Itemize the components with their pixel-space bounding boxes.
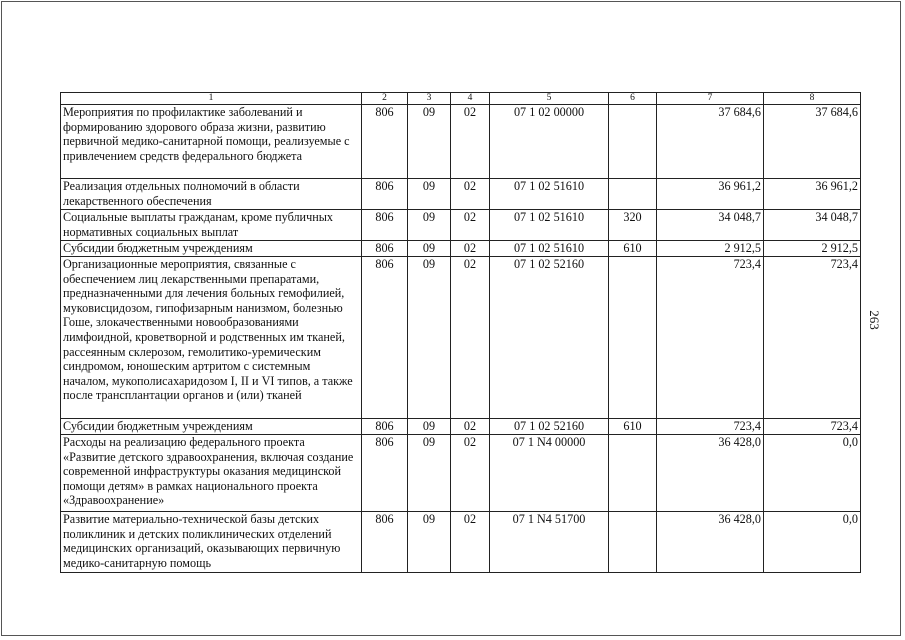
cell-target-code: 07 1 02 51610: [490, 179, 609, 210]
cell-amount-7: 723,4: [657, 257, 764, 419]
cell-amount-8: 34 048,7: [764, 210, 861, 241]
table-row: [61, 105, 861, 179]
cell-subsection: 02: [451, 210, 490, 241]
cell-amount-8: 723,4: [764, 419, 861, 435]
column-header: 5: [490, 93, 609, 105]
table-row: [61, 179, 861, 210]
cell-section: 09: [408, 210, 451, 241]
cell-section: 09: [408, 241, 451, 257]
cell-ministry-code: 806: [362, 241, 408, 257]
cell-expense-type: [609, 257, 657, 419]
cell-target-code: 07 1 02 52160: [490, 419, 609, 435]
cell-ministry-code: 806: [362, 105, 408, 179]
cell-section: 09: [408, 435, 451, 512]
cell-amount-7: 36 961,2: [657, 179, 764, 210]
table-row: [61, 210, 861, 241]
cell-amount-8: 0,0: [764, 435, 861, 512]
column-header: 1: [61, 93, 362, 105]
table-row: [61, 512, 861, 573]
cell-ministry-code: 806: [362, 257, 408, 419]
row-name: Социальные выплаты гражданам, кроме публичных нормативных социальных выплат: [61, 210, 362, 241]
cell-amount-7: 723,4: [657, 419, 764, 435]
cell-expense-type: 610: [609, 241, 657, 257]
column-header: 8: [764, 93, 861, 105]
table-row: [61, 257, 861, 419]
cell-amount-7: 36 428,0: [657, 512, 764, 573]
table-row: [61, 419, 861, 435]
cell-expense-type: 610: [609, 419, 657, 435]
cell-target-code: 07 1 N4 00000: [490, 435, 609, 512]
cell-section: 09: [408, 419, 451, 435]
cell-amount-7: 2 912,5: [657, 241, 764, 257]
cell-amount-8: 37 684,6: [764, 105, 861, 179]
cell-amount-7: 34 048,7: [657, 210, 764, 241]
column-header: 6: [609, 93, 657, 105]
cell-ministry-code: 806: [362, 512, 408, 573]
row-name: Субсидии бюджетным учреждениям: [61, 419, 362, 435]
cell-subsection: 02: [451, 241, 490, 257]
cell-target-code: 07 1 02 51610: [490, 210, 609, 241]
cell-subsection: 02: [451, 512, 490, 573]
cell-expense-type: 320: [609, 210, 657, 241]
table-row: [61, 241, 861, 257]
cell-expense-type: [609, 105, 657, 179]
cell-subsection: 02: [451, 179, 490, 210]
cell-amount-8: 2 912,5: [764, 241, 861, 257]
cell-target-code: 07 1 02 51610: [490, 241, 609, 257]
cell-ministry-code: 806: [362, 179, 408, 210]
column-header: 7: [657, 93, 764, 105]
column-header: 4: [451, 93, 490, 105]
cell-section: 09: [408, 179, 451, 210]
cell-target-code: 07 1 N4 51700: [490, 512, 609, 573]
cell-subsection: 02: [451, 419, 490, 435]
cell-section: 09: [408, 105, 451, 179]
cell-ministry-code: 806: [362, 210, 408, 241]
cell-target-code: 07 1 02 52160: [490, 257, 609, 419]
cell-section: 09: [408, 512, 451, 573]
row-name: Развитие материально-технической базы детских поликлиник и детских поликлинических отделений медицинских организаций, оказывающих первичную медико-санитарную помощь: [61, 512, 362, 573]
row-name: Расходы на реализацию федерального проекта «Развитие детского здравоохранения, включая создание современной инфраструктуры оказания медицинской помощи детям» в рамках национального проекта «Здравоохранение»: [61, 435, 362, 512]
cell-subsection: 02: [451, 105, 490, 179]
row-name: Реализация отдельных полномочий в области лекарственного обеспечения: [61, 179, 362, 210]
cell-amount-8: 0,0: [764, 512, 861, 573]
table-header-row: [61, 93, 861, 105]
cell-expense-type: [609, 435, 657, 512]
budget-table: [60, 92, 861, 573]
cell-amount-8: 36 961,2: [764, 179, 861, 210]
cell-expense-type: [609, 512, 657, 573]
cell-target-code: 07 1 02 00000: [490, 105, 609, 179]
page-number: 263: [867, 310, 882, 330]
cell-amount-7: 36 428,0: [657, 435, 764, 512]
row-name: Организационные мероприятия, связанные с обеспечением лиц лекарственными препаратами, предназначенными для лечения больных гемофилией, муковисцидозом, гипофизарным нанизмом, болезнью Гоше, злокачественными новообразованиями лимфоидной, кроветворной и родственных им тканей, рассеянным склерозом, гемолитико-уремическим синдромом, юношеским артритом с системным началом, мукополисахаридозом I, II и VI типов, а также после трансплантации органов и (или) тканей: [61, 257, 362, 419]
cell-subsection: 02: [451, 257, 490, 419]
cell-ministry-code: 806: [362, 419, 408, 435]
row-name: Мероприятия по профилактике заболеваний и формированию здорового образа жизни, развитию первичной медико-санитарной помощи, реализуемые с привлечением средств федерального бюджета: [61, 105, 362, 179]
cell-subsection: 02: [451, 435, 490, 512]
column-header: 2: [362, 93, 408, 105]
cell-expense-type: [609, 179, 657, 210]
cell-section: 09: [408, 257, 451, 419]
cell-ministry-code: 806: [362, 435, 408, 512]
table-row: [61, 435, 861, 512]
column-header: 3: [408, 93, 451, 105]
cell-amount-7: 37 684,6: [657, 105, 764, 179]
cell-amount-8: 723,4: [764, 257, 861, 419]
row-name: Субсидии бюджетным учреждениям: [61, 241, 362, 257]
